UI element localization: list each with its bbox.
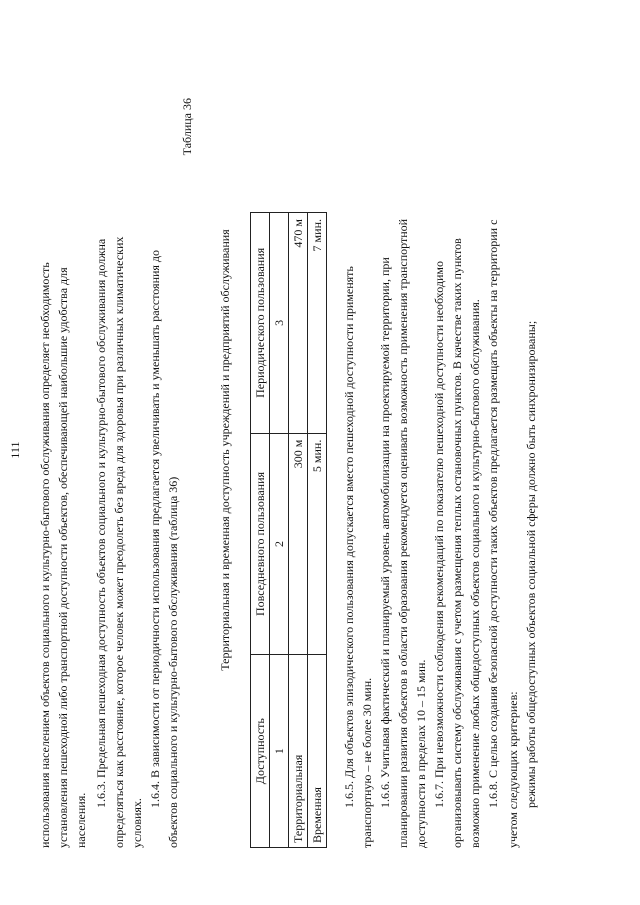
table-number-row bbox=[270, 213, 289, 848]
table-cell: 7 мин. bbox=[308, 213, 327, 434]
table-header-cell: Периодического пользования bbox=[251, 213, 270, 434]
table-cell: 5 мин. bbox=[308, 433, 327, 655]
table-cell: Временная bbox=[308, 655, 327, 848]
paragraph-line: 1.6.4. В зависимости от периодичности использования предлагается увеличивать и уменьшать расстояния до bbox=[148, 249, 162, 808]
table-column-number: 1 bbox=[270, 655, 289, 848]
table-cell: 300 м bbox=[289, 433, 308, 655]
page-number: 111 bbox=[8, 441, 22, 459]
table-column-number: 3 bbox=[270, 213, 289, 434]
paragraph-line: определяться как расстояние, которое человек может преодолеть без вреда для здоровья при различных климатических bbox=[112, 236, 126, 848]
paragraph-line: доступности в пределах 10 – 15 мин. bbox=[414, 659, 428, 848]
table-cell: 470 м bbox=[289, 213, 308, 434]
table-header-cell: Повседневного пользования bbox=[251, 433, 270, 655]
accessibility-table bbox=[250, 212, 327, 848]
table-row bbox=[289, 213, 308, 848]
paragraph-line: режимы работы общедоступных объектов социальной сферы должно быть синхронизированы; bbox=[524, 320, 538, 808]
table-header-cell: Доступность bbox=[251, 655, 270, 848]
paragraph-line: 1.6.8. С целью создания безопасной доступности таких объектов предлагается размещать объекты на территории с bbox=[486, 219, 500, 808]
paragraph-line: возможно применение любых общедоступных объектов социального и культурно-бытового обслуживания. bbox=[468, 299, 482, 848]
paragraph-line: объектов социального и культурно-бытового обслуживания (таблица 36) bbox=[166, 476, 180, 848]
paragraph-line: транспортную – не более 30 мин. bbox=[360, 677, 374, 848]
paragraph-line: использования населением объектов социального и культурно-бытового обслуживания определяет необходимость bbox=[38, 262, 52, 848]
paragraph-line: 1.6.3. Предельная пешеходная доступность объектов социального и культурно-бытового обслуживания должна bbox=[94, 238, 108, 808]
paragraph-line: условиях. bbox=[130, 798, 144, 848]
paragraph-line: установления пешеходной либо транспортной доступности объектов, обеспечивающей наибольшие удобства для bbox=[56, 267, 70, 848]
paragraph-line: организовывать систему обслуживания с учетом размещения теплых остановочных пунктов. В качестве таких пунктов bbox=[450, 238, 464, 848]
table-cell: Территориальная bbox=[289, 655, 308, 848]
paragraph-line: 1.6.6. Учитывая фактический и планируемый уровень автомобилизации на проектируемой территории, при bbox=[378, 257, 392, 808]
paragraph-line: учетом следующих критериев: bbox=[506, 691, 520, 848]
paragraph-line: 1.6.7. При невозможности соблюдения рекомендаций по показателю пешеходной доступности необходимо bbox=[432, 261, 446, 808]
table-row bbox=[308, 213, 327, 848]
paragraph-line: 1.6.5. Для объектов эпизодического пользования допускается вместо пешеходной доступности применять bbox=[342, 266, 356, 808]
table-header-row bbox=[251, 213, 270, 848]
paragraph-line: планировании развития объектов в области образования рекомендуется оценивать возможность применения транспортной bbox=[396, 218, 410, 848]
table-label: Таблица 36 bbox=[180, 98, 194, 156]
table-column-number: 2 bbox=[270, 433, 289, 655]
document-page bbox=[0, 10, 640, 890]
table-title: Территориальная и временная доступность учреждений и предприятий обслуживания bbox=[218, 229, 232, 671]
paragraph-line: населения. bbox=[74, 792, 88, 848]
